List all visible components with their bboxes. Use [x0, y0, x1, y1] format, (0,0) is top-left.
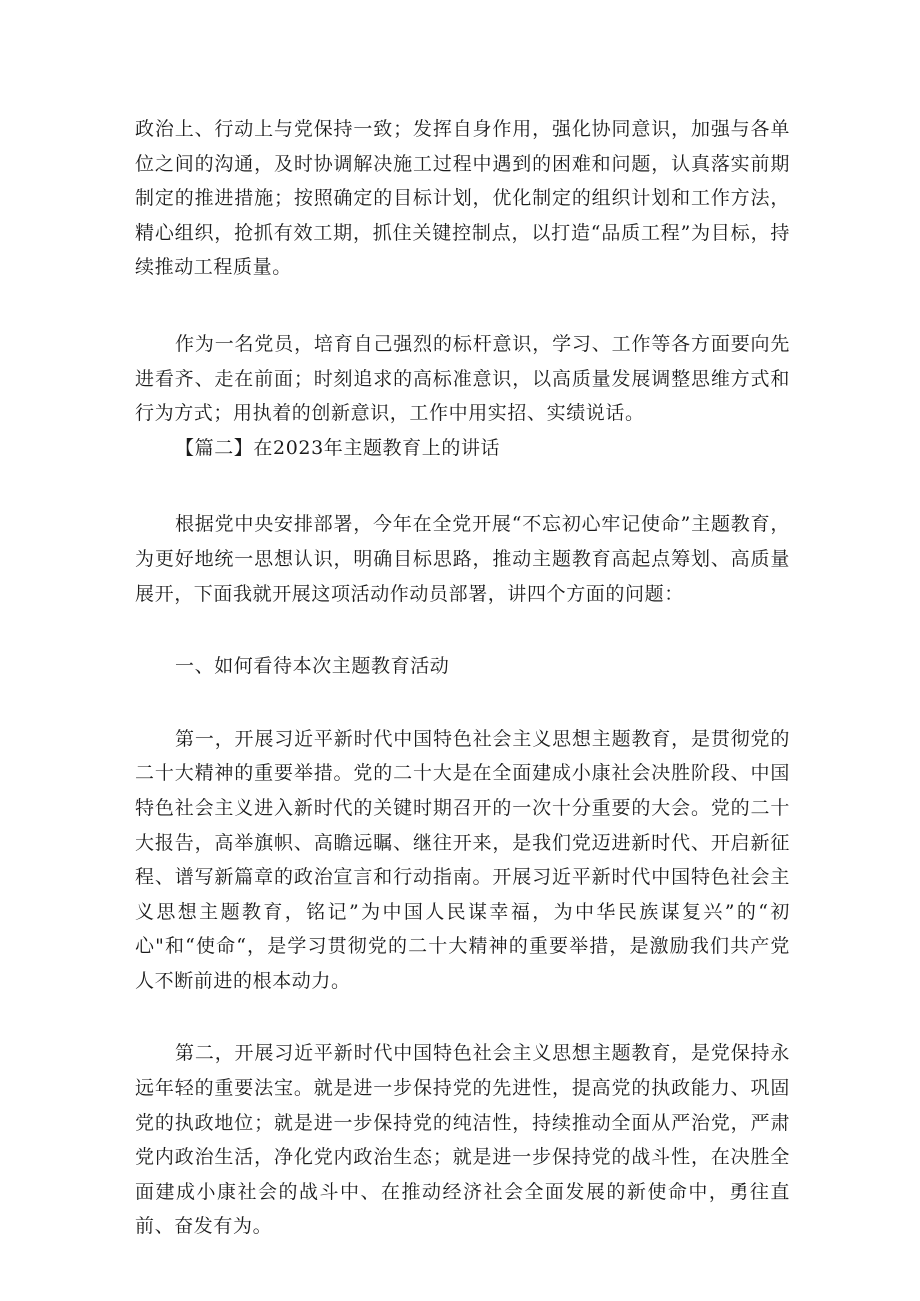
subheading: 一、如何看待本次主题教育活动	[175, 655, 450, 678]
paragraph-intro: 根据党中央安排部署，今年在全党开展“不忘初心牢记使命”主题教育，为更好地统一思想认识，明确目标思路，推动主题教育高起点筹划、高质量展开，下面我就开展这项活动作动员部署，讲四个方面的问题：	[135, 513, 790, 605]
paragraph-point-2: 第二，开展习近平新时代中国特色社会主义思想主题教育，是党保持永远年轻的重要法宝。就是进一步保持党的先进性，提高党的执政能力、巩固党的执政地位；就是进一步保持党的纯洁性，持续推动全面从严治党，严肃党内政治生活，净化党内政治生态；就是进一步保持党的战斗性，在决胜全面建成小康社会的战斗中、在推动经济社会全面发展的新使命中，勇往直前、奋发有为。	[135, 1042, 790, 1238]
section-title: 【篇二】在2023年主题教育上的讲话	[175, 436, 501, 459]
paragraph-point-1: 第一，开展习近平新时代中国特色社会主义思想主题教育，是贯彻党的二十大精神的重要举措。党的二十大是在全面建成小康社会决胜阶段、中国特色社会主义进入新时代的关键时期召开的一次十分重要的大会。党的二十大报告，高举旗帜、高瞻远瞩、继往开来，是我们党迈进新时代、开启新征程、谱写新篇章的政治宣言和行动指南。开展习近平新时代中国特色社会主义思想主题教育，铭记”为中国人民谋幸福，为中华民族谋复兴”的“初心"和“使命“，是学习贯彻党的二十大精神的重要举措，是激励我们共产党人不断前进的根本动力。	[135, 727, 790, 992]
paragraph-party-member: 作为一名党员，培育自己强烈的标杆意识，学习、工作等各方面要向先进看齐、走在前面；时刻追求的高标准意识，以高质量发展调整思维方式和行为方式；用执着的创新意识，工作中用实招、实绩说话。	[135, 332, 790, 425]
paragraph-continued: 政治上、行动上与党保持一致；发挥自身作用，强化协同意识，加强与各单位之间的沟通，及时协调解决施工过程中遇到的困难和问题，认真落实前期制定的推进措施；按照确定的目标计划，优化制定的组织计划和工作方法，精心组织，抢抓有效工期，抓住关键控制点，以打造“品质工程”为目标，持续推动工程质量。	[135, 118, 790, 279]
document-page	[135, 112, 790, 1244]
